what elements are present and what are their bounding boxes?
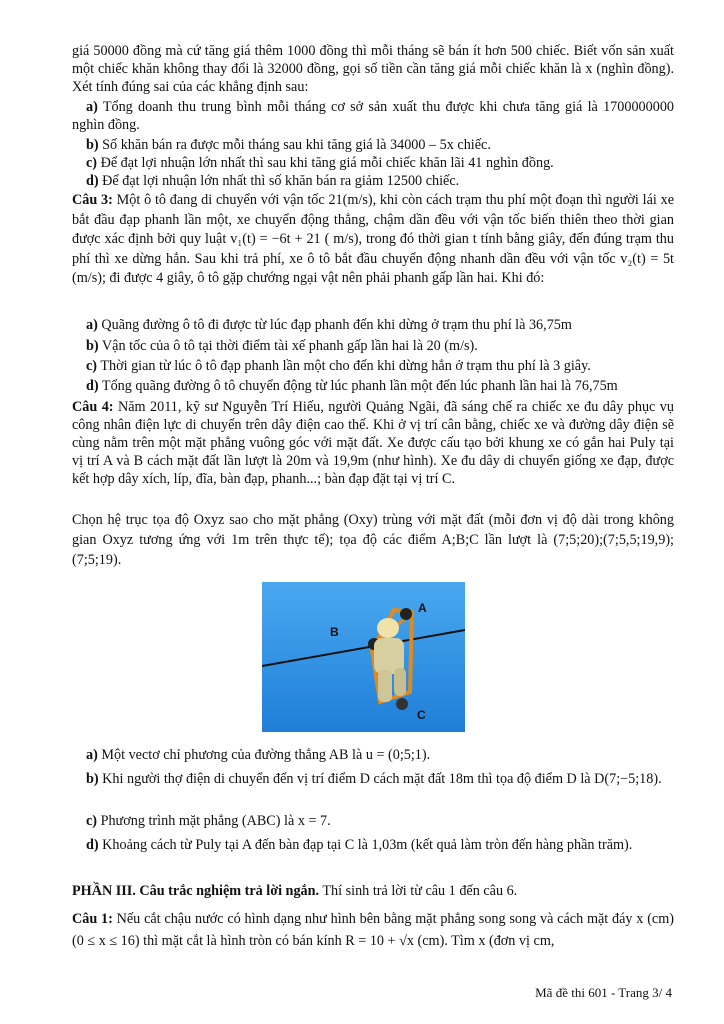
- label-point-a: A: [418, 601, 427, 615]
- intro-statement-a: a) Tổng doanh thu trung bình mỗi tháng cơ sở sản xuất thu được khi chưa tăng giá là 1700000000 nghìn đồng.: [72, 99, 675, 133]
- intro-paragraph: giá 50000 đồng mà cứ tăng giá thêm 1000 đồng thì mỗi tháng sẽ bán ít hơn 500 chiếc. Biết vốn sản xuất một chiếc khăn không thay đổi là 32000 đồng, gọi số tiền cần tăng giá mỗi chiếc khăn là x (nghìn đồng). Xét tính đúng sai của các khẳng định sau:: [72, 43, 674, 95]
- intro-statement-c: c) Để đạt lợi nhuận lớn nhất thì sau khi tăng giá mỗi chiếc khăn lãi 41 nghìn đồng.: [86, 155, 554, 171]
- page-footer: Mã đề thi 601 - Trang 3/ 4: [535, 985, 672, 1000]
- question-3-statement-a: a) Quãng đường ô tô đi được từ lúc đạp phanh đến khi dừng ở trạm thu phí là 36,75m: [86, 317, 572, 333]
- question-4-statement-b: b) Khi người thợ điện di chuyển đến vị trí điểm D cách mặt đất 18m thì tọa độ điểm D là D(7;−5;18).: [86, 771, 662, 787]
- sky-background: [262, 582, 465, 732]
- question-4-statement-a: a) Một vectơ chỉ phương của đường thẳng AB là u = (0;5;1).: [86, 747, 431, 763]
- cable-car-illustration: [262, 582, 465, 732]
- intro-statement-b: b) Số khăn bán ra được mỗi tháng sau khi tăng giá là 34000 – 5x chiếc.: [86, 137, 491, 153]
- question-3-statement-d: d) Tổng quãng đường ô tô chuyển động từ lúc phanh lần một đến lúc phanh lần hai là 76,75m: [86, 378, 618, 394]
- question-3-text: Câu 3: Một ô tô đang di chuyển với vận tốc 21(m/s), khi còn cách trạm thu phí một đoạn thì người lái xe bắt đầu đạp phanh lần một, xe chuyển động thẳng, chậm dần đều với vận tốc biến thiên theo thời gian được xác định bởi quy luật v₁(t) = −6t + 21 ( m/s), trong đó thời gian t tính bằng giây, đến đúng trạm thu phí thì xe dừng hẳn. Sau khi trả phí, xe ô tô bắt đầu chuyển động nhanh dần đều với vận tốc v₂(t) = 5t (m/s); đi được 4 giây, ô tô gặp chướng ngại vật nên phải phanh gấp lần hai. Khi đó:: [72, 192, 674, 286]
- label-point-b: B: [330, 625, 339, 639]
- cable-car-photo: [262, 582, 465, 732]
- question-4-text: Câu 4: Năm 2011, kỹ sư Nguyễn Trí Hiếu, người Quảng Ngãi, đã sáng chế ra chiếc xe đu dây phục vụ công nhân điện lực di chuyển trên dây điện cao thế. Khi ở vị trí cân bằng, chiếc xe và đường dây điện sẽ cùng nằm trên một mặt phẳng vuông góc với mặt đất. Xe được cấu tạo bởi khung xe có gắn hai Puly tại vị trí A và B cách mặt đất lần lượt là 20m và 19,9m (như hình). Xe đu dây di chuyển giống xe đạp, được kết hợp dây xích, líp, đĩa, bàn đạp, phanh...; bàn đạp đặt tại vị trí C.: [72, 399, 674, 487]
- intro-statement-d: d) Để đạt lợi nhuận lớn nhất thì số khăn bán ra giảm 12500 chiếc.: [86, 173, 460, 189]
- question-4-statement-d: d) Khoảng cách từ Puly tại A đến bàn đạp tại C là 1,03m (kết quả làm tròn đến hàng phần trăm).: [86, 837, 633, 853]
- question-3-statement-c: c) Thời gian từ lúc ô tô đạp phanh lần một cho đến khi dừng hẳn ở trạm thu phí là 3 giây.: [86, 358, 591, 374]
- question-3-statement-b: b) Vận tốc của ô tô tại thời điểm tài xế phanh gấp lần hai là 20 (m/s).: [86, 338, 478, 354]
- label-point-c: C: [417, 708, 426, 722]
- question-4-statement-c: c) Phương trình mặt phẳng (ABC) là x = 7.: [86, 813, 331, 829]
- question-1-text: Câu 1: Nếu cắt chậu nước có hình dạng như hình bên bằng mặt phẳng song song và cách mặt đáy x (cm) (0 ≤ x ≤ 16) thì mặt cắt là hình tròn có bán kính R = 10 + √x (cm). Tìm x (đơn vị cm,: [72, 911, 674, 949]
- question-4-text-2: Chọn hệ trục tọa độ Oxyz sao cho mặt phẳng (Oxy) trùng với mặt đất (mỗi đơn vị độ dài trong không gian Oxyz tương ứng với 1m trên thực tế); tọa độ các điểm A;B;C lần lượt là (7;5;20);(7;5,5;19,9);(7;5;19).: [72, 512, 674, 568]
- part-3-heading: PHẦN III. Câu trắc nghiệm trả lời ngắn. Thí sinh trả lời từ câu 1 đến câu 6.: [72, 883, 518, 899]
